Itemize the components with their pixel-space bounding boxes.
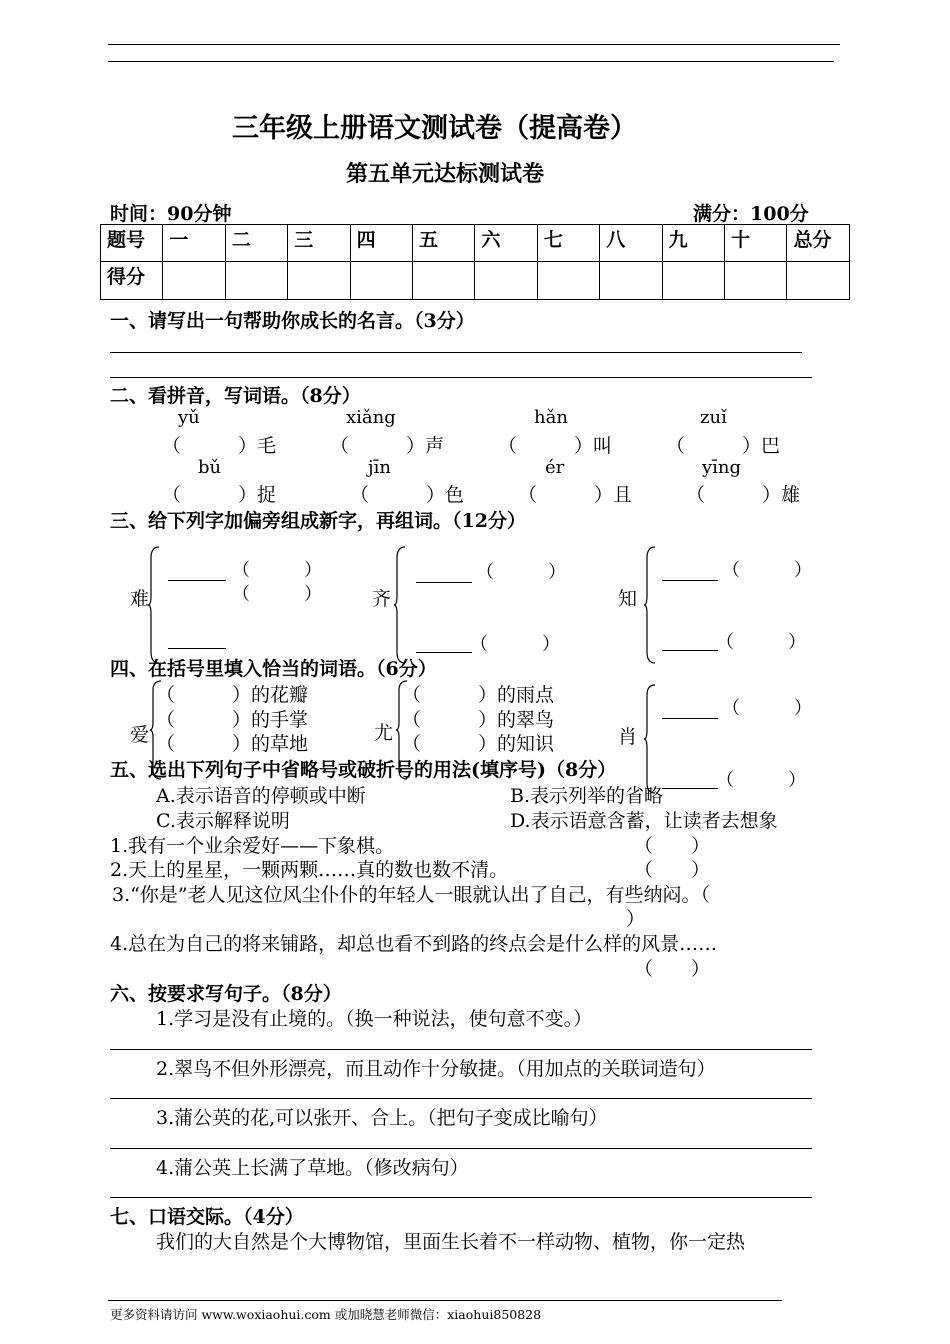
score-input-cell[interactable] [288, 262, 350, 300]
pinyin: yīng [702, 457, 742, 478]
question-4: 4.总在为自己的将来铺路，却总也看不到路的终点会是什么样的风景…… [110, 933, 718, 955]
section-7-heading: 七、口语交际。（4分） [110, 1206, 304, 1228]
score-input-cell[interactable] [413, 262, 475, 300]
brace-icon [394, 546, 406, 664]
score-cell: 三 [288, 225, 350, 262]
score-table [100, 224, 850, 300]
score-input-cell[interactable] [662, 262, 724, 300]
score-input-cell[interactable] [475, 262, 537, 300]
score-cell: 题号 [101, 225, 163, 262]
phrase-blank[interactable]: （ ）的雨点 [402, 684, 555, 706]
exam-time: 时间：90分钟 [110, 203, 232, 225]
word-blank[interactable]: （ ）捉 [162, 484, 277, 506]
top-rule-2 [108, 61, 834, 62]
answer-paren[interactable]: （ ） [634, 958, 711, 980]
word-blank[interactable]: （ ）且 [518, 484, 633, 506]
section-4-heading: 四、在括号里填入恰当的词语。（6分） [110, 658, 437, 680]
footer-text: 更多资料请访问 www.woxiaohui.com 或加晓慧老师微信：xiaohui850828 [110, 1307, 542, 1322]
top-rule-1 [108, 44, 840, 45]
word-paren[interactable]: （ ） [722, 560, 812, 581]
base-character: 知 [618, 588, 638, 610]
phrase-blank[interactable]: （ ）的草地 [156, 733, 309, 755]
pinyin: bǔ [198, 457, 222, 478]
option-a: A.表示语音的停顿或中断 [156, 785, 366, 807]
section-1-heading: 一、请写出一句帮助你成长的名言。（3分） [110, 310, 475, 332]
score-row-label: 得分 [101, 262, 163, 300]
page-subtitle: 第五单元达标测试卷 [346, 161, 545, 187]
score-input-cell[interactable] [225, 262, 287, 300]
new-char-blank[interactable] [662, 788, 718, 789]
new-char-blank[interactable] [662, 650, 718, 651]
new-char-blank[interactable] [662, 580, 718, 581]
word-blank[interactable]: （ ）声 [330, 435, 445, 457]
question-3: 3.“你是”老人见这位风尘仆仆的年轻人一眼就认出了自己，有些纳闷。（ [112, 884, 711, 906]
sentence-task-1: 1.学习是没有止境的。（换一种说法，使句意不变。） [156, 1008, 593, 1030]
score-cell: 四 [350, 225, 412, 262]
full-score: 满分：100分 [693, 203, 809, 225]
word-paren[interactable]: （ ） [470, 634, 560, 655]
answer-paren[interactable]: （ ） [634, 835, 711, 857]
brace-icon [148, 546, 160, 664]
new-char-blank[interactable] [416, 582, 472, 583]
score-table-header-row [101, 225, 850, 262]
word-paren[interactable]: （ ） [476, 562, 566, 583]
answer-line[interactable] [110, 377, 812, 378]
score-cell: 六 [475, 225, 537, 262]
phrase-blank[interactable]: （ ）的翠鸟 [402, 709, 555, 731]
score-cell: 一 [163, 225, 225, 262]
new-char-blank[interactable] [416, 652, 472, 653]
word-paren[interactable]: （ ） [232, 560, 322, 581]
brace-icon [644, 684, 656, 794]
option-c: C.表示解释说明 [156, 810, 290, 832]
word-blank[interactable]: （ ）色 [350, 484, 465, 506]
base-character: 尤 [374, 722, 394, 744]
question-1: 1.我有一个业余爱好——下象棋。 [110, 835, 395, 857]
new-char-blank[interactable] [168, 580, 226, 581]
base-character: 齐 [372, 588, 392, 610]
pinyin: zuǐ [700, 407, 727, 428]
section-7-text: 我们的大自然是个大博物馆，里面生长着不一样动物、植物，你一定热 [156, 1231, 746, 1253]
word-blank[interactable]: （ ）巴 [666, 435, 781, 457]
pinyin: yǔ [178, 407, 200, 428]
answer-paren[interactable]: （ ） [634, 859, 711, 881]
score-cell: 九 [662, 225, 724, 262]
word-paren[interactable]: （ ） [716, 632, 806, 653]
word-blank[interactable]: （ ）叫 [498, 435, 613, 457]
phrase-blank[interactable]: （ ）的手掌 [156, 709, 309, 731]
base-character: 肖 [618, 726, 638, 748]
phrase-blank[interactable]: （ ）的花瓣 [156, 684, 309, 706]
word-paren[interactable]: （ ） [232, 584, 322, 605]
sentence-task-4: 4.蒲公英上长满了草地。（修改病句） [156, 1157, 469, 1179]
section-3-heading: 三、给下列字加偏旁组成新字，再组词。（12分） [110, 510, 526, 532]
answer-line[interactable] [110, 1049, 812, 1050]
answer-line[interactable] [110, 352, 802, 353]
word-paren[interactable]: （ ） [722, 698, 812, 719]
word-blank[interactable]: （ ）毛 [162, 435, 277, 457]
sentence-task-2: 2.翠鸟不但外形漂亮，而且动作十分敏捷。（用加点的关联词造句） [156, 1058, 716, 1080]
section-6-heading: 六、按要求写句子。（8分） [110, 983, 342, 1005]
word-paren[interactable]: （ ） [716, 770, 806, 791]
score-cell: 二 [225, 225, 287, 262]
score-input-cell[interactable] [350, 262, 412, 300]
score-table-score-row [101, 262, 850, 300]
word-blank[interactable]: （ ）雄 [686, 484, 801, 506]
answer-line[interactable] [110, 1148, 812, 1149]
score-cell: 总分 [787, 225, 850, 262]
score-cell: 十 [725, 225, 787, 262]
score-input-cell[interactable] [725, 262, 787, 300]
phrase-blank[interactable]: （ ）的知识 [402, 733, 555, 755]
pinyin: xiǎng [346, 407, 396, 428]
score-cell: 八 [600, 225, 662, 262]
page-title: 三年级上册语文测试卷（提高卷） [232, 113, 637, 144]
pinyin: hǎn [534, 407, 568, 428]
score-input-cell[interactable] [787, 262, 850, 300]
new-char-blank[interactable] [168, 648, 226, 649]
answer-line[interactable] [110, 1098, 812, 1099]
base-character: 爱 [130, 724, 150, 746]
section-5-heading: 五、选出下列句子中省略号或破折号的用法(填序号)（8分） [110, 759, 617, 781]
score-input-cell[interactable] [537, 262, 599, 300]
pinyin: jīn [368, 457, 391, 478]
base-character: 难 [130, 588, 150, 610]
answer-line[interactable] [110, 1197, 812, 1198]
score-input-cell[interactable] [163, 262, 225, 300]
footer-rule [108, 1300, 782, 1301]
option-d: D.表示语意含蓄，让读者去想象 [510, 810, 778, 832]
score-cell: 五 [413, 225, 475, 262]
score-cell: 七 [537, 225, 599, 262]
answer-paren-end[interactable]: ） [626, 908, 646, 930]
option-b: B.表示列举的省略 [510, 785, 664, 807]
section-2-heading: 二、看拼音，写词语。（8分） [110, 385, 361, 407]
sentence-task-3: 3.蒲公英的花,可以张开、合上。（把句子变成比喻句） [156, 1107, 608, 1129]
pinyin: ér [545, 457, 565, 478]
question-2: 2.天上的星星，一颗两颗……真的数也数不清。 [110, 859, 509, 881]
brace-icon [644, 546, 656, 664]
new-char-blank[interactable] [662, 718, 718, 719]
score-input-cell[interactable] [600, 262, 662, 300]
